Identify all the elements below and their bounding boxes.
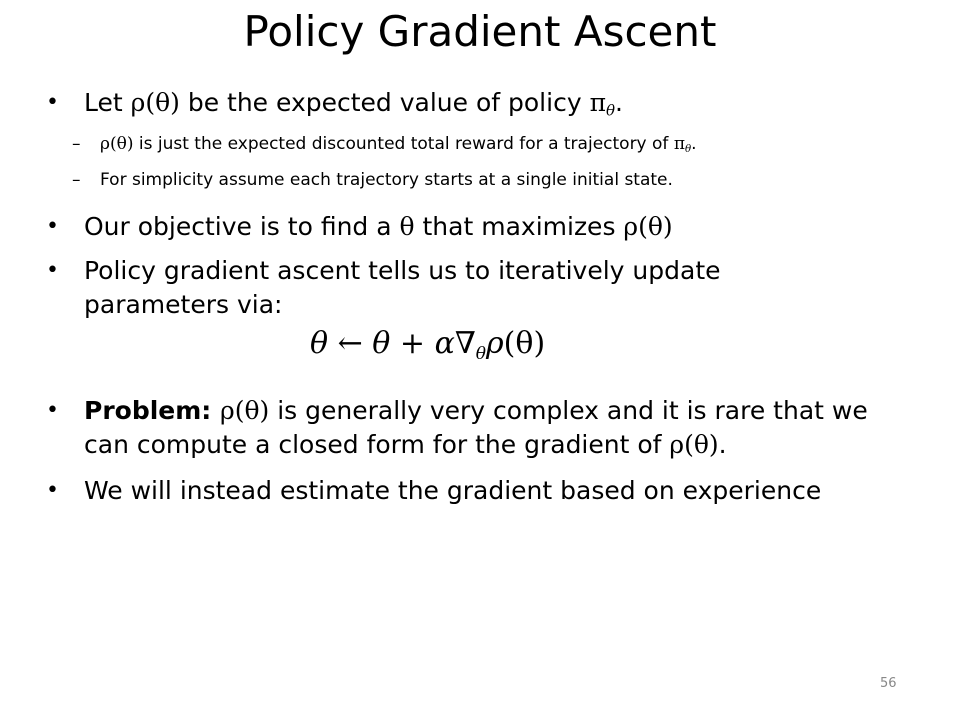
bullet-icon: • xyxy=(46,398,59,423)
bullet-icon: • xyxy=(46,214,59,239)
bullet-icon: • xyxy=(46,478,59,503)
bullet-icon: • xyxy=(46,90,59,115)
bullet-icon: • xyxy=(46,258,59,283)
page-number: 56 xyxy=(880,676,897,691)
slide-title: Policy Gradient Ascent xyxy=(243,7,717,56)
nabla-icon: ∇ xyxy=(454,326,476,361)
update-rule-formula: θ ← $\theta + \alpha\nabla_\theta\rho(\theta)$ xyxy=(310,326,546,364)
